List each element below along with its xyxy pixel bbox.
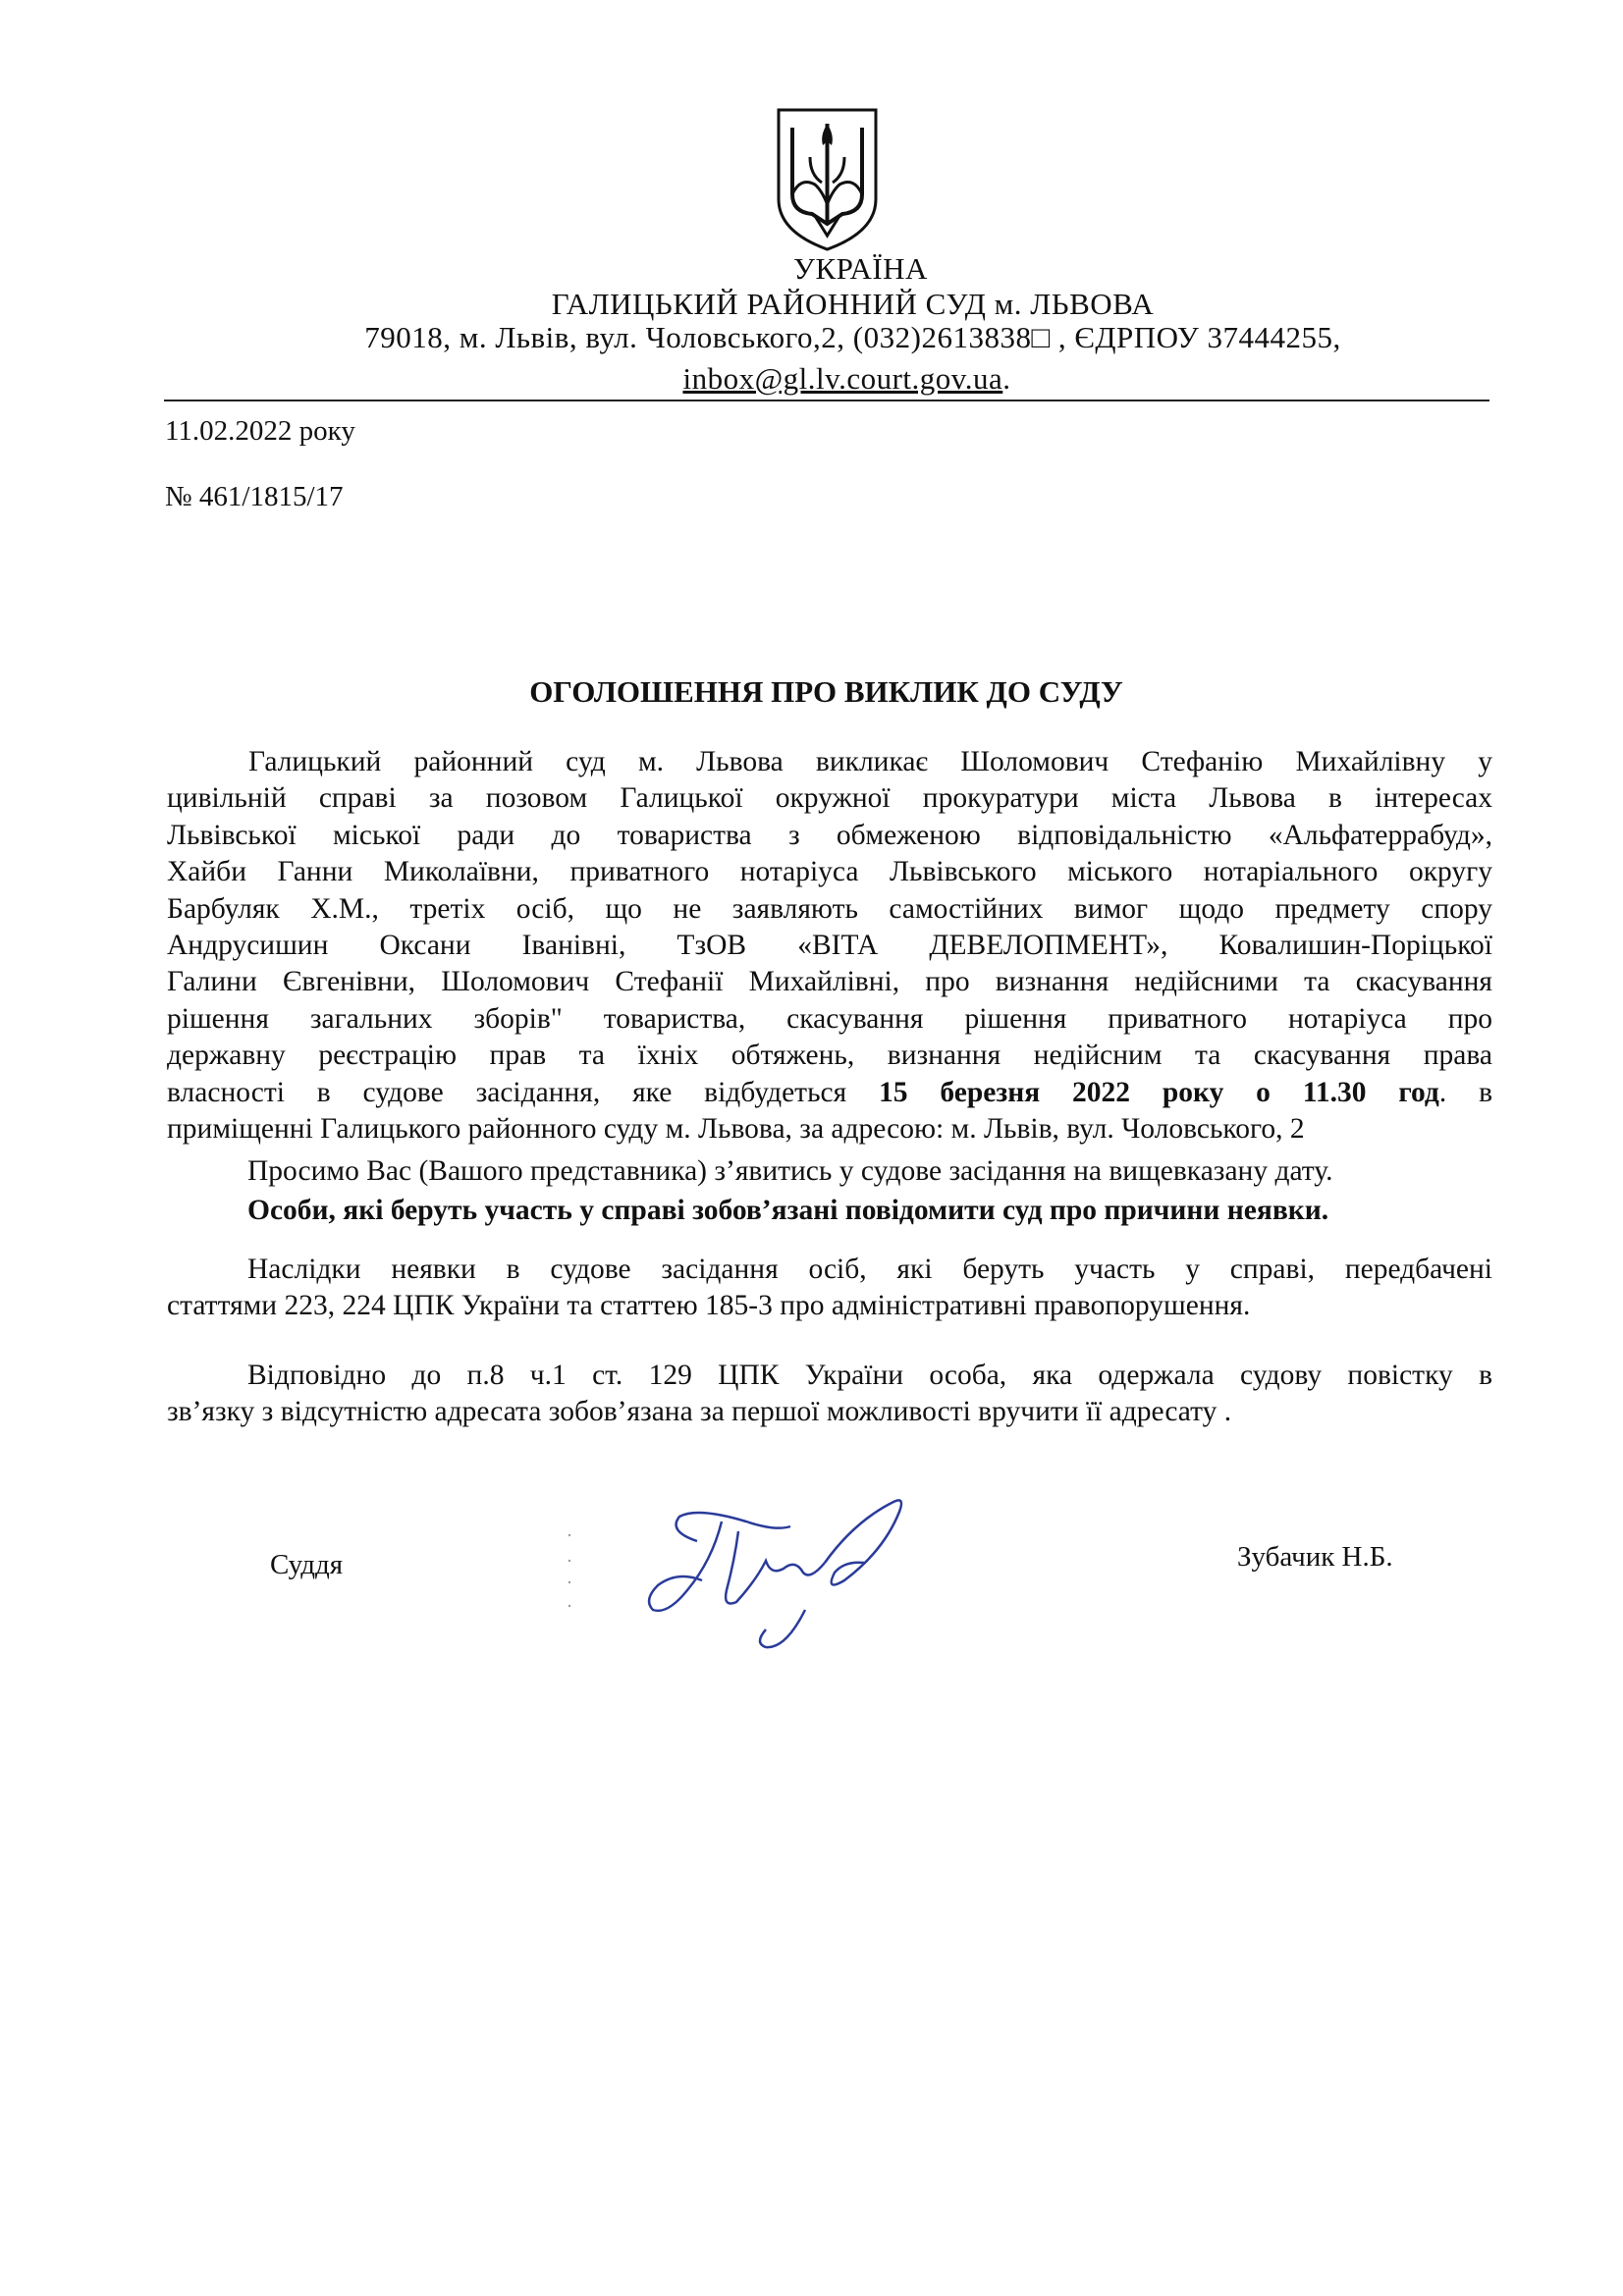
header-email-link[interactable]: inbox@gl.lv.court.gov.ua xyxy=(682,361,1003,396)
paragraph-obligation-notice: Особи, які беруть участь у справі зобов’язані повідомити суд про причини неявки. xyxy=(247,1195,1329,1226)
paragraph-line: Хайби Ганни Миколаївни, приватного нотаріуса Львівського міського нотаріального округу xyxy=(167,856,1492,888)
paragraph-line: зв’язку з відсутністю адресата зобов’язана за першої можливості вручити її адресату . xyxy=(167,1396,1232,1428)
signature-label: Суддя xyxy=(270,1549,344,1580)
case-number: № 461/1815/17 xyxy=(165,481,344,512)
trident-emblem-icon xyxy=(771,106,884,253)
hearing-text-after: . в xyxy=(1438,1076,1492,1108)
judge-name: Зубачик Н.Б. xyxy=(1237,1541,1393,1573)
paragraph-line: статтями 223, 224 ЦПК України та статтею 185-3 про адміністративні правопорушення. xyxy=(167,1290,1251,1322)
scan-dots xyxy=(568,1531,571,1610)
header-divider xyxy=(164,400,1489,401)
header-court-name: ГАЛИЦЬКИЙ РАЙОННИЙ СУД м. ЛЬВОВА xyxy=(551,287,1155,321)
paragraph-appear-request: Просимо Вас (Вашого представника) з’явитись у судове засідання на вищевказану дату. xyxy=(247,1155,1333,1187)
header-email-suffix: . xyxy=(1002,361,1011,396)
paragraph-line: Андрусишин Оксани Іванівні, ТзОВ «ВІТА ДЕВЕЛОПМЕНТ», Ковалишин-Поріцької xyxy=(167,930,1492,962)
hearing-datetime: 15 березня 2022 року о 11.30 год xyxy=(879,1076,1439,1108)
handwritten-signature-icon xyxy=(628,1482,923,1664)
paragraph-line: цивільній справі за позовом Галицької окружної прокуратури міста Львова в інтересах xyxy=(167,782,1492,815)
paragraph-line: рішення загальних зборів" товариства, скасування рішення приватного нотаріуса про xyxy=(167,1002,1492,1035)
header-country: УКРАЇНА xyxy=(793,251,928,286)
paragraph-consequences xyxy=(167,1252,1492,1325)
hearing-text-before: власності в судове засідання, яке відбудеться xyxy=(167,1076,880,1108)
paragraph-line: приміщенні Галицького районного суду м. Львова, за адресою: м. Львів, вул. Чоловського, 2 xyxy=(167,1113,1305,1146)
paragraph-delivery-rule xyxy=(167,1358,1492,1431)
paragraph-line: державну реєстрацію прав та їхніх обтяжень, визнання недійсним та скасування права xyxy=(167,1040,1492,1072)
document-date: 11.02.2022 року xyxy=(165,415,355,447)
document-title: ОГОЛОШЕННЯ ПРО ВИКЛИК ДО СУДУ xyxy=(529,674,1123,709)
paragraph-summons xyxy=(167,744,1492,1148)
paragraph-line-hearing-date xyxy=(167,1075,1492,1111)
paragraph-line: Наслідки неявки в судове засідання осіб, які беруть участь у справі, передбачені xyxy=(247,1254,1492,1285)
header-email-line xyxy=(35,361,1623,397)
paragraph-line: Відповідно до п.8 ч.1 ст. 129 ЦПК України особа, яка одержала судову повістку в xyxy=(247,1360,1492,1391)
paragraph-line: Барбуляк Х.М., третіх осіб, що не заявляють самостійних вимог щодо предмету спору xyxy=(167,892,1492,925)
paragraph-line: Галицький районний суд м. Львова викликає Шоломович Стефанію Михайлівну у xyxy=(248,746,1492,777)
paragraph-line: Галини Євгенівни, Шоломович Стефанії Михайлівні, про визнання недійсними та скасування xyxy=(167,966,1492,998)
header-address: 79018, м. Львів, вул. Чоловського,2, (032)2613838□ , ЄДРПОУ 37444255, xyxy=(364,320,1341,354)
paragraph-line: Львівської міської ради до товариства з обмеженою відповідальністю «Альфатеррабуд», xyxy=(167,819,1492,851)
